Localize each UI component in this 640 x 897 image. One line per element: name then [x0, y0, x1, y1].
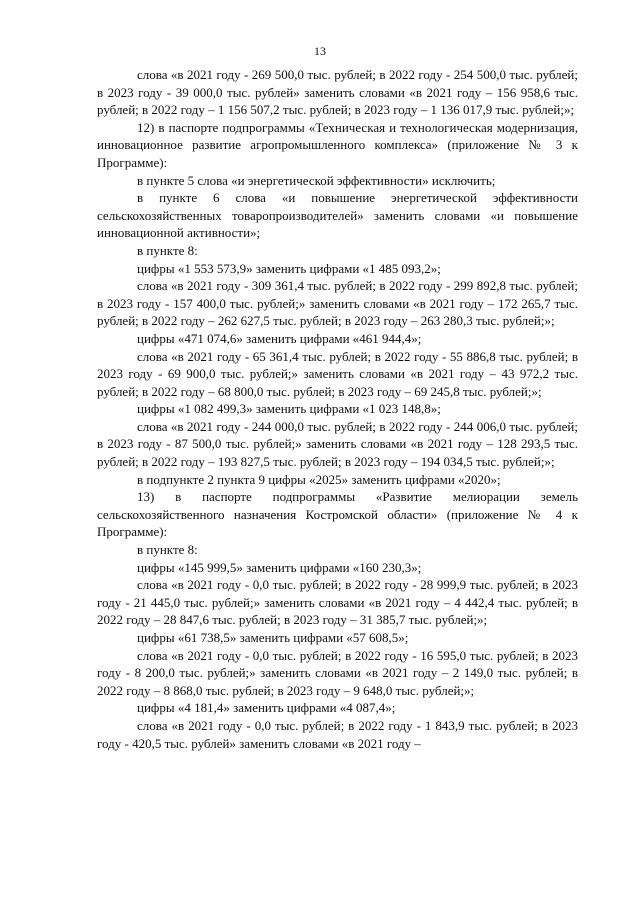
- paragraph-15: цифры «145 999,5» заменить цифрами «160 230,3»;: [137, 559, 422, 575]
- page-number: 13: [314, 44, 326, 58]
- paragraph-16: слова «в 2021 году - 0,0 тыс. рублей; в 2022 году - 28 999,9 тыс. рублей; в 2023 году - 21 445,0 тыс. рублей;» заменить словами «в 2021 году – 4 442,4 тыс. рублей; в 2022 году – 28 847,6 тыс. рублей; в 2023 году – 31 385,7 тыс. рублей;»;: [97, 577, 578, 628]
- paragraph-2: 12) в паспорте подпрограммы «Техническая и технологическая модернизация, инновационное развитие агропромышленного комплекса» (приложение № 3 к Программе):: [97, 119, 578, 170]
- paragraph-11: слова «в 2021 году - 244 000,0 тыс. рублей; в 2022 году - 244 006,0 тыс. рублей; в 2023 году - 87 500,0 тыс. рублей;» заменить словами «в 2021 году – 128 293,5 тыс. рублей; в 2022 году – 193 827,5 тыс. рублей; в 2023 году – 194 034,5 тыс. рублей;»;: [97, 418, 578, 470]
- paragraph-12: в подпункте 2 пункта 9 цифры «2025» заменить цифрами «2020»;: [137, 471, 501, 487]
- paragraph-5: в пункте 8:: [137, 242, 198, 258]
- document-body: [97, 66, 578, 752]
- paragraph-8: цифры «471 074,6» заменить цифрами «461 944,4»;: [137, 330, 422, 346]
- paragraph-20: слова «в 2021 году - 0,0 тыс. рублей; в 2022 году - 1 843,9 тыс. рублей; в 2023 году - 420,5 тыс. рублей» заменить словами «в 2021 году –: [97, 717, 578, 751]
- paragraph-10: цифры «1 082 499,3» заменить цифрами «1 023 148,8»;: [137, 401, 441, 417]
- paragraph-3: в пункте 5 слова «и энергетической эффективности» исключить;: [137, 172, 496, 188]
- paragraph-19: цифры «4 181,4» заменить цифрами «4 087,4»;: [137, 700, 396, 716]
- paragraph-17: цифры «61 738,5» заменить цифрами «57 608,5»;: [137, 630, 409, 645]
- paragraph-14: в пункте 8:: [137, 542, 198, 558]
- paragraph-1: слова «в 2021 году - 269 500,0 тыс. рублей; в 2022 году - 254 500,0 тыс. рублей; в 2023 году - 39 000,0 тыс. рублей» заменить словами «в 2021 году – 156 958,6 тыс. рублей; в 2022 году – 1 156 507,2 тыс. рублей; в 2023 году – 1 136 017,9 тыс. рублей;»;: [97, 67, 578, 118]
- paragraph-6: цифры «1 553 573,9» заменить цифрами «1 485 093,2»;: [137, 260, 441, 276]
- paragraph-13: 13) в паспорте подпрограммы «Развитие мелиорации земель сельскохозяйственного назначения Костромской области» (приложение № 4 к Программе):: [97, 489, 578, 540]
- paragraph-4: в пункте 6 слова «и повышение энергетической эффективности сельскохозяйственных товаропроизводителей» заменить словами «и повышение инновационной активности»;: [97, 190, 578, 241]
- paragraph-7: слова «в 2021 году - 309 361,4 тыс. рублей; в 2022 году - 299 892,8 тыс. рублей; в 2023 году - 157 400,0 тыс. рублей;» заменить словами «в 2021 году – 172 265,7 тыс. рублей; в 2022 году – 262 627,5 тыс. рублей; в 2023 году – 263 280,3 тыс. рублей;»;: [97, 278, 578, 329]
- paragraph-9: слова «в 2021 году - 65 361,4 тыс. рублей; в 2022 году - 55 886,8 тыс. рублей; в 2023 году - 69 900,0 тыс. рублей;» заменить словами «в 2021 году – 43 972,2 тыс. рублей; в 2022 году – 68 800,0 тыс. рублей; в 2023 году – 69 245,8 тыс. рублей;»;: [97, 348, 578, 399]
- paragraph-18: слова «в 2021 году - 0,0 тыс. рублей; в 2022 году - 16 595,0 тыс. рублей; в 2023 году - 8 200,0 тыс. рублей;» заменить словами «в 2021 году – 2 149,0 тыс. рублей; в 2022 году – 8 868,0 тыс. рублей; в 2023 году – 9 648,0 тыс. рублей;»;: [97, 647, 578, 698]
